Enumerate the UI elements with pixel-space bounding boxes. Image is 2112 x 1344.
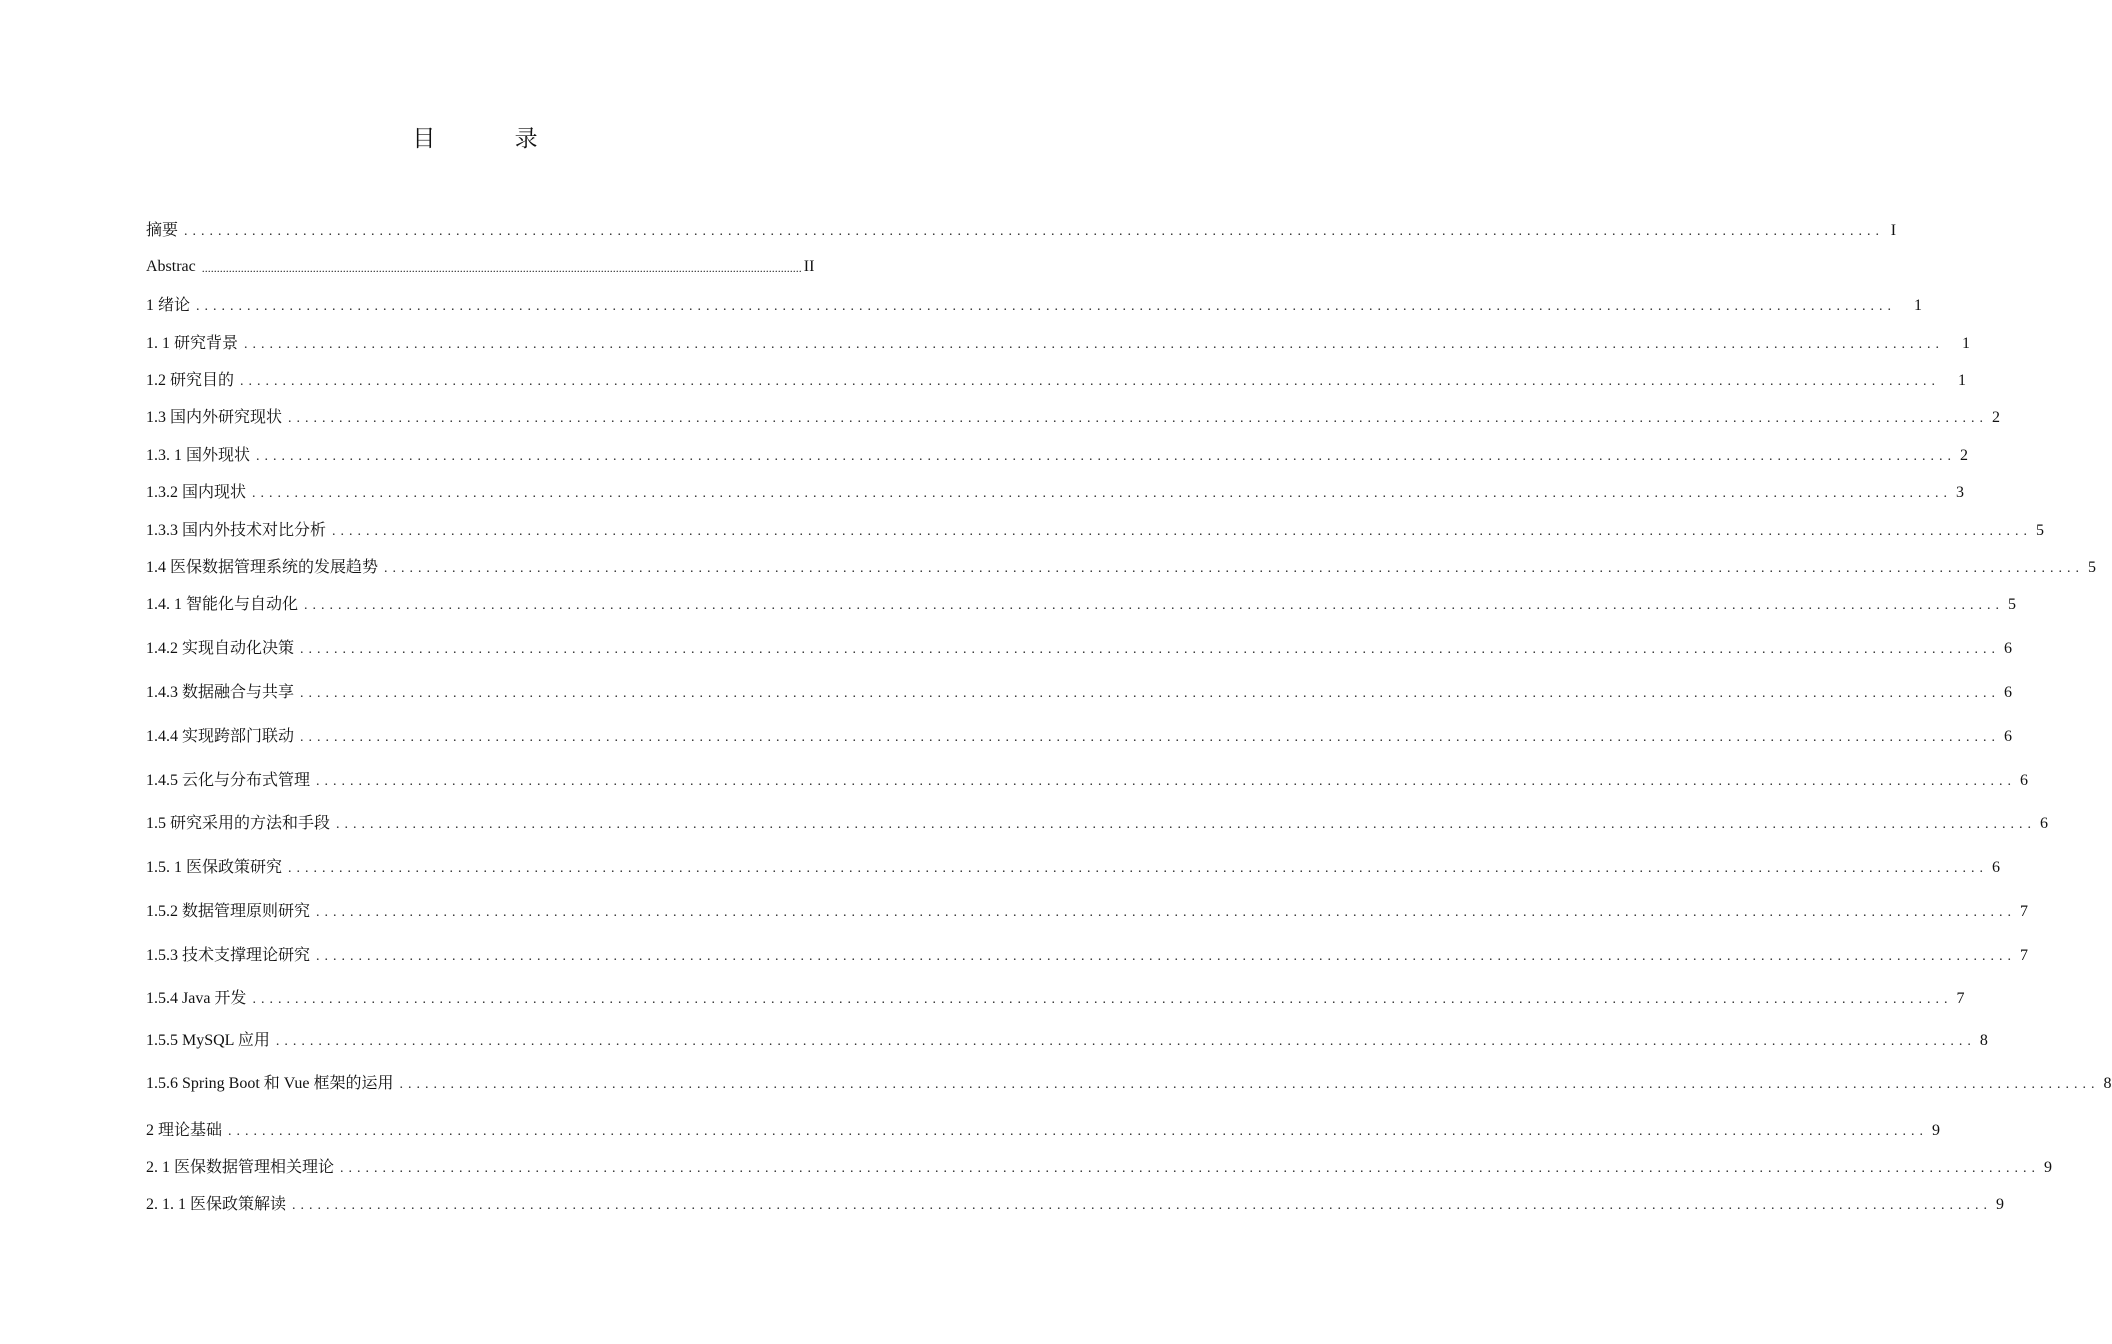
- toc-entry-label: 2. 1. 1 医保政策解读: [146, 1196, 287, 1213]
- toc-leader-dots: ........................................................................................................................................................................................................: [336, 817, 2037, 832]
- toc-entry-page-number: 6: [2020, 772, 2029, 789]
- toc-entry-label: 1.3.2 国内现状: [146, 484, 247, 501]
- toc-leader-dots: ........................................................................................................................................................................................................: [288, 411, 1989, 426]
- toc-entry-label: 1.4.5 云化与分布式管理: [146, 772, 311, 789]
- toc-entry-label: 1.2 研究目的: [146, 372, 235, 389]
- toc-entry[interactable]: [146, 1071, 2112, 1095]
- toc-entry-page-number: 2: [1992, 409, 2001, 426]
- toc-entry-page-number: 9: [1932, 1122, 1941, 1139]
- toc-entry-page-number: 6: [2004, 640, 2013, 657]
- toc-leader-dots: ........................................................................................................................................................................................................: [196, 299, 1897, 314]
- toc-entry-page-number: 6: [2040, 815, 2049, 832]
- toc-leader-dots: ........................................................................................................................................................................................................: [340, 1161, 2041, 1176]
- toc-entry-page-number: 8: [2103, 1075, 2112, 1092]
- toc-entry[interactable]: [146, 1192, 2005, 1216]
- toc-entry-label: 1.5.3 技术支撑理论研究: [146, 947, 311, 964]
- toc-entry-page-number: 6: [2004, 684, 2013, 701]
- toc-entry-label: Abstrac: [146, 258, 196, 275]
- toc-leader-dots: ........................................................................................................................................................................................................: [304, 598, 2005, 613]
- toc-entry-label: 1.5.2 数据管理原则研究: [146, 903, 311, 920]
- toc-leader-dots: ........................................................................................................................................................................................................: [184, 224, 1885, 239]
- toc-entry-label: 1 绪论: [146, 297, 191, 314]
- toc-entry[interactable]: [146, 943, 2029, 967]
- toc-leader-dots: ........................................................................................................................................................................................................: [399, 1077, 2100, 1092]
- toc-leader-dots: ........................................................................................................................................................................................................: [240, 374, 1941, 389]
- toc-entry[interactable]: [146, 811, 2049, 835]
- toc-leader-dots: ........................................................................................................................................................................................................: [292, 1198, 1993, 1213]
- toc-entry[interactable]: [146, 218, 1897, 242]
- toc-entry-label: 1.3.3 国内外技术对比分析: [146, 522, 327, 539]
- toc-entry[interactable]: [146, 768, 2029, 792]
- toc-entry[interactable]: [146, 636, 2013, 660]
- toc-entry[interactable]: [146, 293, 1923, 317]
- toc-leader-dots: ........................................................................................................................................................................................................: [244, 337, 1945, 352]
- toc-entry[interactable]: [146, 480, 1965, 504]
- toc-leader-dots: ........................................................................................................................................................................................................: [252, 486, 1953, 501]
- toc-entry-page-number: 3: [1956, 484, 1965, 501]
- toc-entry[interactable]: [146, 555, 2097, 579]
- toc-entry-page-number: I: [1890, 222, 1897, 239]
- toc-entry-label: 1.4 医保数据管理系统的发展趋势: [146, 559, 379, 576]
- toc-entry-label: 1.5.5 MySQL 应用: [146, 1032, 270, 1049]
- toc-entry-page-number: 9: [2044, 1159, 2053, 1176]
- toc-entry-page-number: 5: [2036, 522, 2045, 539]
- toc-entry-label: 1.3 国内外研究现状: [146, 409, 283, 426]
- toc-entry-label: 1.4.3 数据融合与共享: [146, 684, 295, 701]
- toc-entry-page-number: 7: [1956, 990, 1965, 1007]
- toc-entry[interactable]: [146, 368, 1967, 392]
- toc-leader-dots: ........................................................................................................................................................................................................: [300, 730, 2001, 745]
- toc-entry[interactable]: [146, 1028, 1988, 1052]
- toc-leader-dots: ........................................................................................................................................................................................................: [332, 524, 2033, 539]
- toc-entry-page-number: 8: [1979, 1032, 1988, 1049]
- toc-entry[interactable]: [146, 331, 1971, 355]
- toc-leader-dots: ........................................................................................................................................................................................................: [275, 1034, 1976, 1049]
- toc-entry-label: 1.4. 1 智能化与自动化: [146, 596, 299, 613]
- toc-entry[interactable]: [146, 592, 2017, 616]
- toc-entry-page-number: 7: [2020, 903, 2029, 920]
- toc-entry-label: 1.3. 1 国外现状: [146, 447, 251, 464]
- toc-leader-dots: ........................................................................................................................................................................................................: [316, 949, 2017, 964]
- toc-entry[interactable]: [146, 1118, 1941, 1142]
- toc-entry[interactable]: [146, 443, 1969, 467]
- toc-entry-page-number: 1: [1958, 372, 1967, 389]
- toc-leader-dots: ........................................................................................................................................................................................................: [384, 561, 2085, 576]
- toc-leader-dots: ........................................................................................................................................................................................................: [300, 686, 2001, 701]
- toc-leader-dots: ........................................................................................................................................................................................................: [300, 642, 2001, 657]
- toc-leader-dots: ........................................................................................................................................................................................................: [256, 449, 1957, 464]
- toc-leader-dots: ........................................................................................................................................................................................................: [201, 261, 802, 275]
- toc-title: 目 录: [412, 126, 574, 152]
- toc-entry[interactable]: [146, 405, 2001, 429]
- toc-entry-label: 1. 1 研究背景: [146, 335, 239, 352]
- toc-leader-dots: ........................................................................................................................................................................................................: [228, 1124, 1929, 1139]
- toc-entry-page-number: 5: [2008, 596, 2017, 613]
- toc-entry-page-number: II: [803, 258, 815, 275]
- toc-entry[interactable]: [146, 855, 2001, 879]
- toc-entry-label: 1.4.4 实现跨部门联动: [146, 728, 295, 745]
- toc-entry-page-number: 5: [2088, 559, 2097, 576]
- toc-entry-label: 1.5. 1 医保政策研究: [146, 859, 283, 876]
- toc-entry-page-number: 6: [2004, 728, 2013, 745]
- toc-entry-label: 摘要: [146, 222, 179, 239]
- toc-leader-dots: ........................................................................................................................................................................................................: [288, 861, 1989, 876]
- toc-entry-label: 2. 1 医保数据管理相关理论: [146, 1159, 335, 1176]
- toc-entry-label: 2 理论基础: [146, 1122, 223, 1139]
- toc-entry-page-number: 6: [1992, 859, 2001, 876]
- toc-entry[interactable]: [146, 518, 2045, 542]
- toc-entry-page-number: 1: [1962, 335, 1971, 352]
- toc-entry-label: 1.4.2 实现自动化决策: [146, 640, 295, 657]
- toc-leader-dots: ........................................................................................................................................................................................................: [316, 774, 2017, 789]
- toc-entry-page-number: 9: [1996, 1196, 2005, 1213]
- toc-entry[interactable]: [146, 724, 2013, 748]
- toc-entry-page-number: 2: [1960, 447, 1969, 464]
- toc-leader-dots: ........................................................................................................................................................................................................: [252, 992, 1953, 1007]
- toc-entry-label: 1.5.4 Java 开发: [146, 990, 247, 1007]
- toc-entry-label: 1.5.6 Spring Boot 和 Vue 框架的运用: [146, 1075, 394, 1092]
- toc-entry-page-number: 7: [2020, 947, 2029, 964]
- toc-entry[interactable]: [146, 899, 2029, 923]
- toc-entry[interactable]: [146, 680, 2013, 704]
- toc-leader-dots: ........................................................................................................................................................................................................: [316, 905, 2017, 920]
- toc-entry[interactable]: [146, 986, 1965, 1010]
- toc-entry-page-number: 1: [1914, 297, 1923, 314]
- toc-entry[interactable]: [146, 1155, 2053, 1179]
- toc-entry-label: 1.5 研究采用的方法和手段: [146, 815, 331, 832]
- toc-entry[interactable]: [146, 254, 815, 278]
